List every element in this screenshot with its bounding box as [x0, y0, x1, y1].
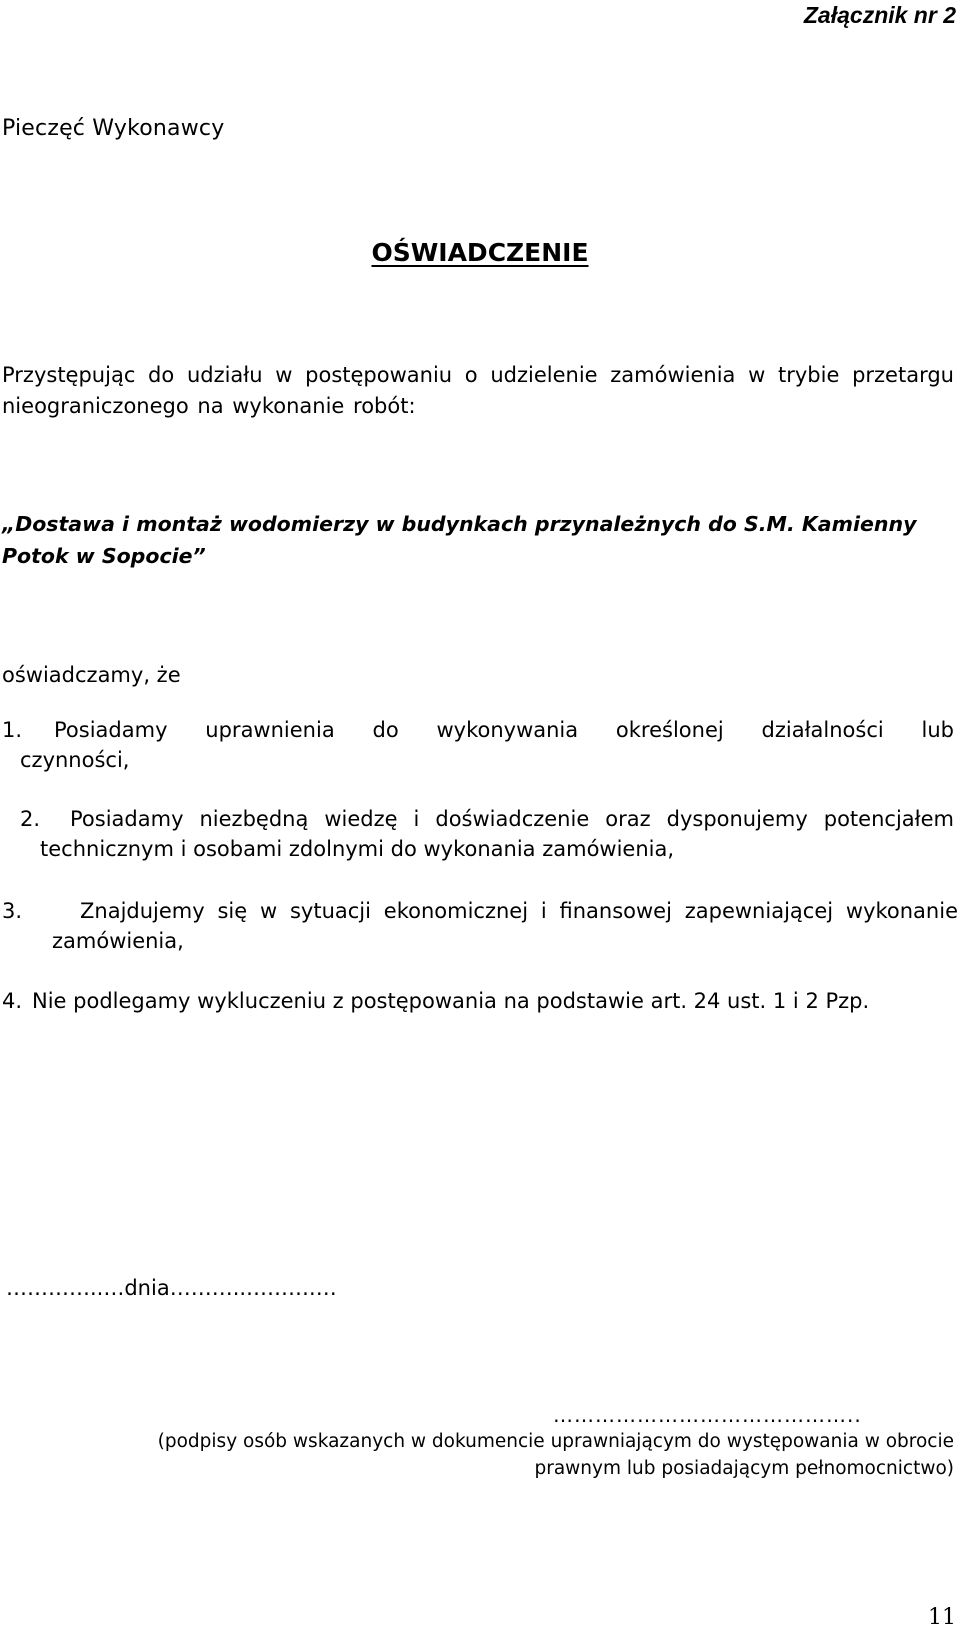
item-number: 1.	[2, 718, 23, 742]
intro-paragraph: Przystępując do udziału w postępowaniu o udzielenie zamówienia w trybie przetargu nieograniczonego na wykonanie robót:	[2, 363, 954, 418]
declaration-item-4	[2, 986, 958, 1016]
page-number: 11	[928, 1605, 956, 1630]
project-name: „Dostawa i montaż wodomierzy w budynkach przynależnych do S.M. Kamienny Potok w Sopocie”	[2, 512, 917, 568]
declaration-item-3	[2, 896, 958, 956]
item-text: Posiadamy uprawnienia do wykonywania określonej działalności lub czynności,	[20, 718, 954, 772]
declaration-lead: oświadczamy, że	[2, 663, 181, 687]
contractor-stamp-label: Pieczęć Wykonawcy	[2, 116, 225, 141]
date-line: …………..…dnia………..……….…	[6, 1276, 337, 1300]
attachment-label: Załącznik nr 2	[803, 2, 956, 28]
declaration-item-2	[20, 804, 954, 864]
signature-caption: (podpisy osób wskazanych w dokumencie uprawniającym do występowania w obrocie prawnym lub posiadającym pełnomocnictwo)	[157, 1431, 954, 1479]
item-number: 2.	[20, 807, 41, 831]
item-text: Znajdujemy się w sytuacji ekonomicznej i finansowej zapewniającej wykonanie zamówienia,	[52, 899, 958, 953]
document-title: OŚWIADCZENIE	[371, 238, 589, 267]
signature-dots: ……………………………………..	[553, 1403, 862, 1427]
declaration-item-1	[2, 715, 954, 775]
item-text: Nie podlegamy wykluczeniu z postępowania na podstawie art. 24 ust. 1 i 2 Pzp.	[32, 989, 870, 1013]
item-number: 3.	[2, 899, 23, 923]
item-text: Posiadamy niezbędną wiedzę i doświadczenie oraz dysponujemy potencjałem technicznym i osobami zdolnymi do wykonania zamówienia,	[40, 807, 954, 861]
item-number: 4.	[2, 989, 23, 1013]
